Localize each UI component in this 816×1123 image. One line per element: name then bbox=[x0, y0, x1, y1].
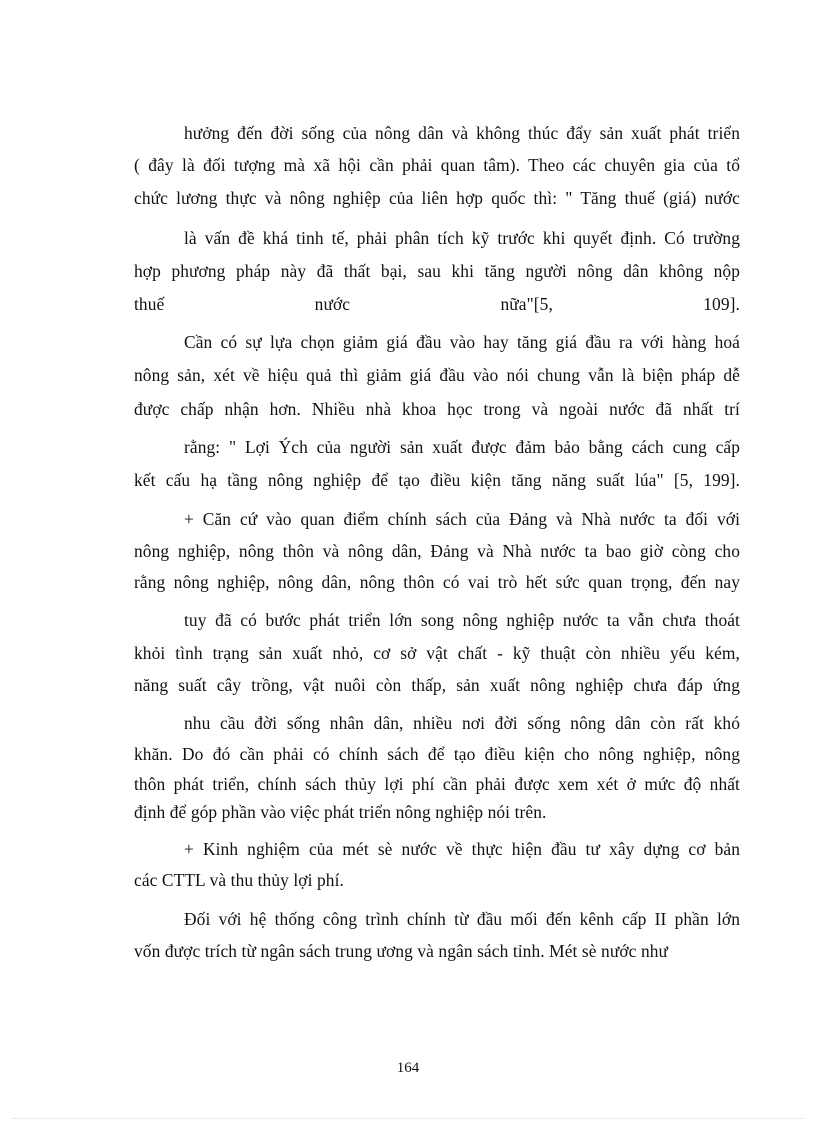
text-line: kết cấu hạ tầng nông nghiệp để tạo điều kiện tăng năng suất lúa" [5, 199]. bbox=[134, 470, 740, 490]
text-line: vốn được trích từ ngân sách trung ương và ngân sách tỉnh. Mét sè nước như bbox=[134, 941, 669, 961]
text-line: Đối với hệ thống công trình chính từ đầu mối đến kênh cấp II phần lớn bbox=[184, 909, 740, 929]
text-line: hợp phương pháp này đã thất bại, sau khi tăng người nông dân không nộp bbox=[134, 261, 740, 281]
text-line: + Kinh nghiệm của mét sè nước về thực hiện đầu tư xây dựng cơ bản bbox=[184, 839, 740, 859]
text-line: là vấn đề khá tinh tế, phải phân tích kỹ trước khi quyết định. Có trường bbox=[184, 228, 740, 248]
text-line: rằng nông nghiệp, nông dân, nông thôn có vai trò hết sức quan trọng, đến nay bbox=[134, 572, 740, 592]
text-line: năng suất cây trồng, vật nuôi còn thấp, sản xuất nông nghiệp chưa đáp ứng bbox=[134, 675, 740, 695]
text-line: rằng: " Lợi Ých của người sản xuất được đảm bảo bằng cách cung cấp bbox=[184, 437, 740, 457]
text-line: nông nghiệp, nông thôn và nông dân, Đảng và Nhà nước ta bao giờ còng cho bbox=[134, 541, 740, 561]
text-line: khăn. Do đó cần phải có chính sách để tạo điều kiện cho nông nghiệp, nông bbox=[134, 744, 740, 764]
page-number: 164 bbox=[396, 1060, 420, 1076]
text-line: được chấp nhận hơn. Nhiều nhà khoa học trong và ngoài nước đã nhất trí bbox=[134, 399, 740, 419]
text-line: các CTTL và thu thủy lợi phí. bbox=[134, 870, 344, 890]
text-line: thôn phát triển, chính sách thủy lợi phí cần phải được xem xét ở mức độ nhất bbox=[134, 774, 740, 794]
text-line: định để góp phần vào việc phát triển nông nghiệp nói trên. bbox=[134, 802, 547, 822]
text-line: + Căn cứ vào quan điểm chính sách của Đảng và Nhà nước ta đối với bbox=[184, 509, 740, 529]
text-line: nông sản, xét về hiệu quả thì giảm giá đầu vào nói chung vẫn là biện pháp dễ bbox=[134, 365, 740, 385]
text-line: nhu cầu đời sống nhân dân, nhiều nơi đời sống nông dân còn rất khó bbox=[184, 713, 740, 733]
footer-rule bbox=[12, 1118, 804, 1119]
text-line: thuế nước nữa"[5, 109]. bbox=[134, 294, 740, 314]
text-line: tuy đã có bước phát triển lớn song nông nghiệp nước ta vẫn chưa thoát bbox=[184, 610, 740, 630]
text-line: khỏi tình trạng sản xuất nhỏ, cơ sở vật chất - kỹ thuật còn nhiều yếu kém, bbox=[134, 643, 740, 663]
text-line: hưởng đến đời sống của nông dân và không thúc đẩy sản xuất phát triển bbox=[184, 123, 740, 143]
text-line: chức lương thực và nông nghiệp của liên hợp quốc thì: " Tăng thuế (giá) nước bbox=[134, 188, 740, 208]
text-line: ( đây là đối tượng mà xã hội cần phải quan tâm). Theo các chuyên gia của tổ bbox=[134, 155, 740, 175]
text-line: Cần có sự lựa chọn giảm giá đầu vào hay tăng giá đầu ra với hàng hoá bbox=[184, 332, 740, 352]
